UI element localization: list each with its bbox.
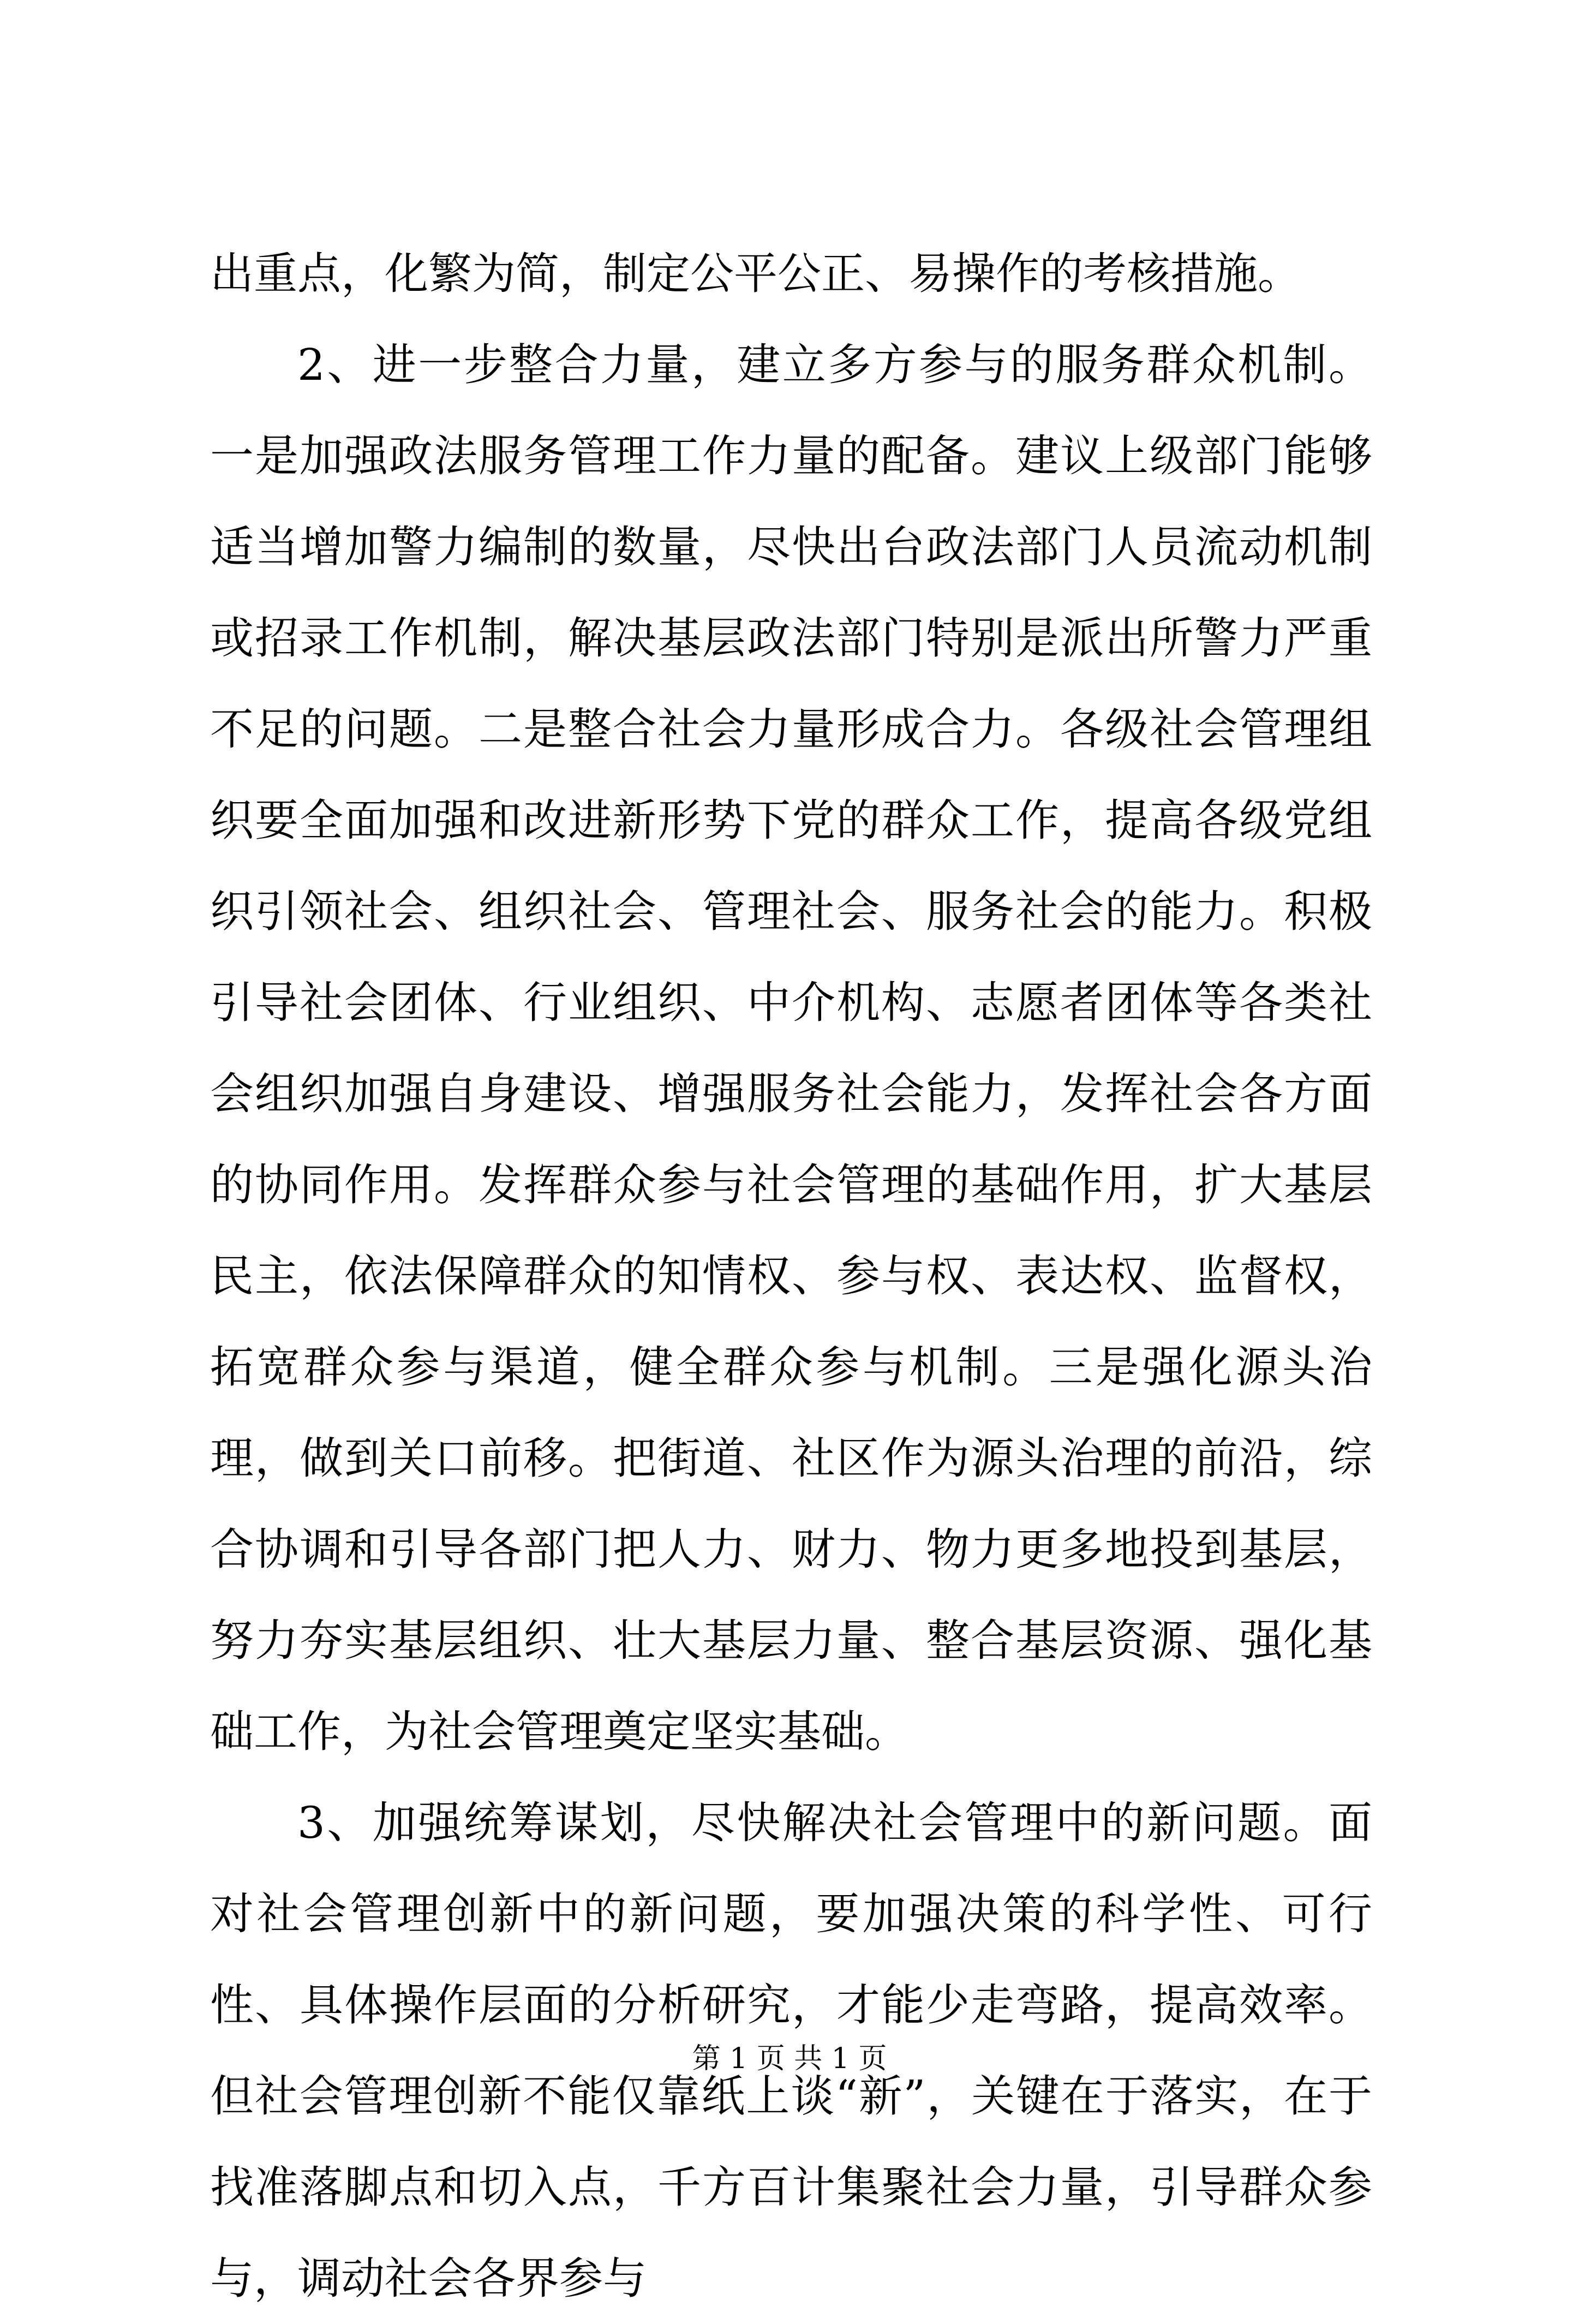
document-body [210,228,1372,2324]
paragraph-3: 3、加强统筹谋划，尽快解决社会管理中的新问题。面对社会管理创新中的新问题，要加强决策的科学性、可行性、具体操作层面的分析研究，才能少走弯路，提高效率。但社会管理创新不能仅靠纸上谈“新”，关键在于落实，在于找准落脚点和切入点，千方百计集聚社会力量，引导群众参与，调动社会各界参与 [210,1797,1372,2304]
paragraph-1: 出重点，化繁为简，制定公平公正、易操作的考核措施。 [210,248,1301,299]
paragraph-2: 2、进一步整合力量，建立多方参与的服务群众机制。一是加强政法服务管理工作力量的配备。建议上级部门能够适当增加警力编制的数量，尽快出台政法部门人员流动机制或招录工作机制，解决基层政法部门特别是派出所警力严重不足的问题。二是整合社会力量形成合力。各级社会管理组织要全面加强和改进新形势下党的群众工作，提高各级党组织引领社会、组织社会、管理社会、服务社会的能力。积极引导社会团体、行业组织、中介机构、志愿者团体等各类社会组织加强自身建设、增强服务社会能力，发挥社会各方面的协同作用。发挥群众参与社会管理的基础作用，扩大基层民主，依法保障群众的知情权、参与权、表达权、监督权，拓宽群众参与渠道，健全群众参与机制。三是强化源头治理，做到关口前移。把街道、社区作为源头治理的前沿，综合协调和引导各部门把人力、财力、物力更多地投到基层，努力夯实基层组织、壮大基层力量、整合基层资源、强化基础工作，为社会管理奠定坚实基础。 [210,339,1372,1757]
page-footer: 第 1 页 共 1 页 [692,2042,887,2075]
